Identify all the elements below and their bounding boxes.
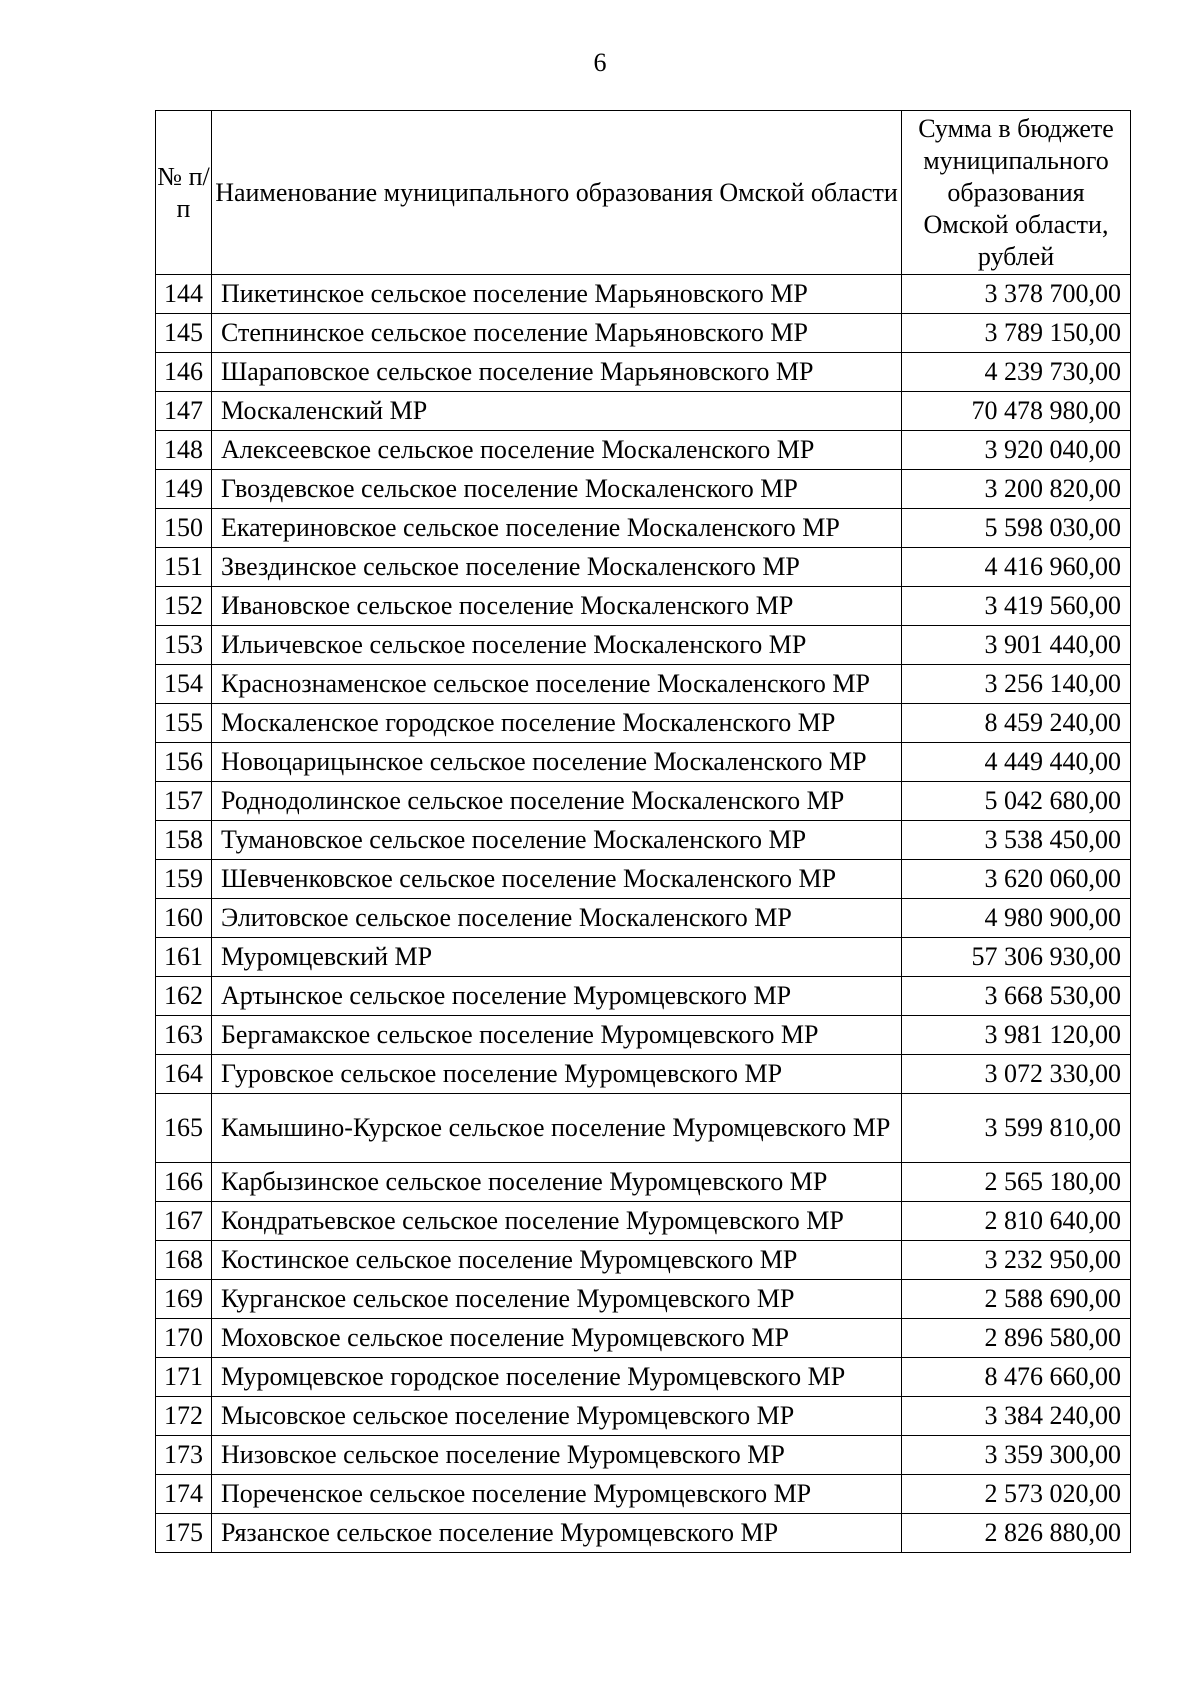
row-sum: 3 200 820,00 — [902, 470, 1131, 509]
row-name: Шевченковское сельское поселение Москаленского МР — [212, 860, 902, 899]
row-name: Москаленское городское поселение Москаленского МР — [212, 704, 902, 743]
row-name: Новоцарицынское сельское поселение Москаленского МР — [212, 743, 902, 782]
row-number: 164 — [156, 1055, 212, 1094]
table-row — [156, 860, 1131, 899]
row-number: 146 — [156, 353, 212, 392]
row-number: 148 — [156, 431, 212, 470]
table-row — [156, 782, 1131, 821]
header-sum: Сумма в бюджете муниципального образования Омской области, рублей — [902, 111, 1131, 275]
row-sum: 3 901 440,00 — [902, 626, 1131, 665]
row-sum: 3 378 700,00 — [902, 275, 1131, 314]
row-sum: 8 476 660,00 — [902, 1358, 1131, 1397]
row-sum: 4 416 960,00 — [902, 548, 1131, 587]
table-row — [156, 1202, 1131, 1241]
row-number: 159 — [156, 860, 212, 899]
row-number: 167 — [156, 1202, 212, 1241]
row-sum: 3 384 240,00 — [902, 1397, 1131, 1436]
table-row — [156, 626, 1131, 665]
row-number: 157 — [156, 782, 212, 821]
table-row — [156, 431, 1131, 470]
header-name: Наименование муниципального образования Омской области — [212, 111, 902, 275]
row-number: 160 — [156, 899, 212, 938]
table-row — [156, 353, 1131, 392]
table-row — [156, 314, 1131, 353]
row-sum: 5 042 680,00 — [902, 782, 1131, 821]
table-row — [156, 275, 1131, 314]
row-name: Рязанское сельское поселение Муромцевского МР — [212, 1514, 902, 1553]
row-name: Элитовское сельское поселение Москаленского МР — [212, 899, 902, 938]
row-name: Артынское сельское поселение Муромцевского МР — [212, 977, 902, 1016]
row-name: Роднодолинское сельское поселение Москаленского МР — [212, 782, 902, 821]
row-name: Краснознаменское сельское поселение Москаленского МР — [212, 665, 902, 704]
row-sum: 3 072 330,00 — [902, 1055, 1131, 1094]
row-number: 151 — [156, 548, 212, 587]
table-row — [156, 938, 1131, 977]
row-name: Костинское сельское поселение Муромцевского МР — [212, 1241, 902, 1280]
row-number: 172 — [156, 1397, 212, 1436]
row-name: Курганское сельское поселение Муромцевского МР — [212, 1280, 902, 1319]
row-sum: 3 668 530,00 — [902, 977, 1131, 1016]
row-name: Гуровское сельское поселение Муромцевского МР — [212, 1055, 902, 1094]
row-name: Тумановское сельское поселение Москаленского МР — [212, 821, 902, 860]
row-number: 155 — [156, 704, 212, 743]
table-row — [156, 704, 1131, 743]
row-number: 154 — [156, 665, 212, 704]
row-name: Пикетинское сельское поселение Марьяновского МР — [212, 275, 902, 314]
table-row — [156, 548, 1131, 587]
row-name: Мысовское сельское поселение Муромцевского МР — [212, 1397, 902, 1436]
row-number: 170 — [156, 1319, 212, 1358]
row-number: 173 — [156, 1436, 212, 1475]
table-row — [156, 392, 1131, 431]
row-sum: 4 449 440,00 — [902, 743, 1131, 782]
row-number: 166 — [156, 1163, 212, 1202]
page-number: 6 — [593, 48, 607, 77]
row-sum: 3 419 560,00 — [902, 587, 1131, 626]
row-sum: 3 620 060,00 — [902, 860, 1131, 899]
row-number: 174 — [156, 1475, 212, 1514]
table-body — [156, 275, 1131, 1553]
row-number: 168 — [156, 1241, 212, 1280]
row-sum: 8 459 240,00 — [902, 704, 1131, 743]
row-sum: 3 599 810,00 — [902, 1094, 1131, 1163]
row-name: Карбызинское сельское поселение Муромцевского МР — [212, 1163, 902, 1202]
table-row — [156, 1055, 1131, 1094]
row-sum: 3 256 140,00 — [902, 665, 1131, 704]
row-sum: 3 359 300,00 — [902, 1436, 1131, 1475]
table-row — [156, 977, 1131, 1016]
table-row — [156, 899, 1131, 938]
table-row — [156, 1016, 1131, 1055]
header-row — [156, 111, 1131, 275]
row-number: 156 — [156, 743, 212, 782]
row-sum: 4 980 900,00 — [902, 899, 1131, 938]
row-sum: 3 789 150,00 — [902, 314, 1131, 353]
row-number: 150 — [156, 509, 212, 548]
row-name: Москаленский МР — [212, 392, 902, 431]
row-name: Степнинское сельское поселение Марьяновского МР — [212, 314, 902, 353]
row-name: Камышино-Курское сельское поселение Муромцевского МР — [212, 1094, 902, 1163]
table-row — [156, 1319, 1131, 1358]
row-name: Алексеевское сельское поселение Москаленского МР — [212, 431, 902, 470]
row-number: 165 — [156, 1094, 212, 1163]
row-sum: 2 896 580,00 — [902, 1319, 1131, 1358]
row-name: Пореченское сельское поселение Муромцевского МР — [212, 1475, 902, 1514]
row-name: Ильичевское сельское поселение Москаленского МР — [212, 626, 902, 665]
row-name: Ивановское сельское поселение Москаленского МР — [212, 587, 902, 626]
row-sum: 57 306 930,00 — [902, 938, 1131, 977]
row-number: 152 — [156, 587, 212, 626]
table-row — [156, 1163, 1131, 1202]
row-name: Низовское сельское поселение Муромцевского МР — [212, 1436, 902, 1475]
row-number: 171 — [156, 1358, 212, 1397]
budget-table — [155, 110, 1131, 1553]
row-name: Екатериновское сельское поселение Москаленского МР — [212, 509, 902, 548]
row-number: 147 — [156, 392, 212, 431]
row-number: 161 — [156, 938, 212, 977]
row-sum: 2 565 180,00 — [902, 1163, 1131, 1202]
row-sum: 3 981 120,00 — [902, 1016, 1131, 1055]
table-row — [156, 1436, 1131, 1475]
row-name: Бергамакское сельское поселение Муромцевского МР — [212, 1016, 902, 1055]
row-sum: 4 239 730,00 — [902, 353, 1131, 392]
table-row — [156, 1241, 1131, 1280]
table-row — [156, 1094, 1131, 1163]
table-row — [156, 1358, 1131, 1397]
row-name: Моховское сельское поселение Муромцевского МР — [212, 1319, 902, 1358]
table-row — [156, 470, 1131, 509]
row-name: Муромцевское городское поселение Муромцевского МР — [212, 1358, 902, 1397]
table-row — [156, 587, 1131, 626]
row-name: Кондратьевское сельское поселение Муромцевского МР — [212, 1202, 902, 1241]
row-number: 145 — [156, 314, 212, 353]
table-row — [156, 665, 1131, 704]
row-sum: 2 826 880,00 — [902, 1514, 1131, 1553]
row-number: 144 — [156, 275, 212, 314]
row-number: 153 — [156, 626, 212, 665]
row-number: 169 — [156, 1280, 212, 1319]
row-sum: 3 920 040,00 — [902, 431, 1131, 470]
row-sum: 2 588 690,00 — [902, 1280, 1131, 1319]
table-row — [156, 509, 1131, 548]
row-number: 149 — [156, 470, 212, 509]
row-number: 162 — [156, 977, 212, 1016]
table-row — [156, 1280, 1131, 1319]
row-number: 163 — [156, 1016, 212, 1055]
row-name: Муромцевский МР — [212, 938, 902, 977]
table-row — [156, 1475, 1131, 1514]
row-number: 175 — [156, 1514, 212, 1553]
row-name: Шараповское сельское поселение Марьяновского МР — [212, 353, 902, 392]
header-number: № п/п — [156, 111, 212, 275]
table-row — [156, 1514, 1131, 1553]
row-sum: 70 478 980,00 — [902, 392, 1131, 431]
row-name: Гвоздевское сельское поселение Москаленского МР — [212, 470, 902, 509]
row-name: Звездинское сельское поселение Москаленского МР — [212, 548, 902, 587]
row-sum: 2 810 640,00 — [902, 1202, 1131, 1241]
row-sum: 2 573 020,00 — [902, 1475, 1131, 1514]
row-sum: 5 598 030,00 — [902, 509, 1131, 548]
row-sum: 3 232 950,00 — [902, 1241, 1131, 1280]
row-number: 158 — [156, 821, 212, 860]
table-row — [156, 743, 1131, 782]
row-sum: 3 538 450,00 — [902, 821, 1131, 860]
table-row — [156, 1397, 1131, 1436]
table-header — [156, 111, 1131, 275]
table-row — [156, 821, 1131, 860]
